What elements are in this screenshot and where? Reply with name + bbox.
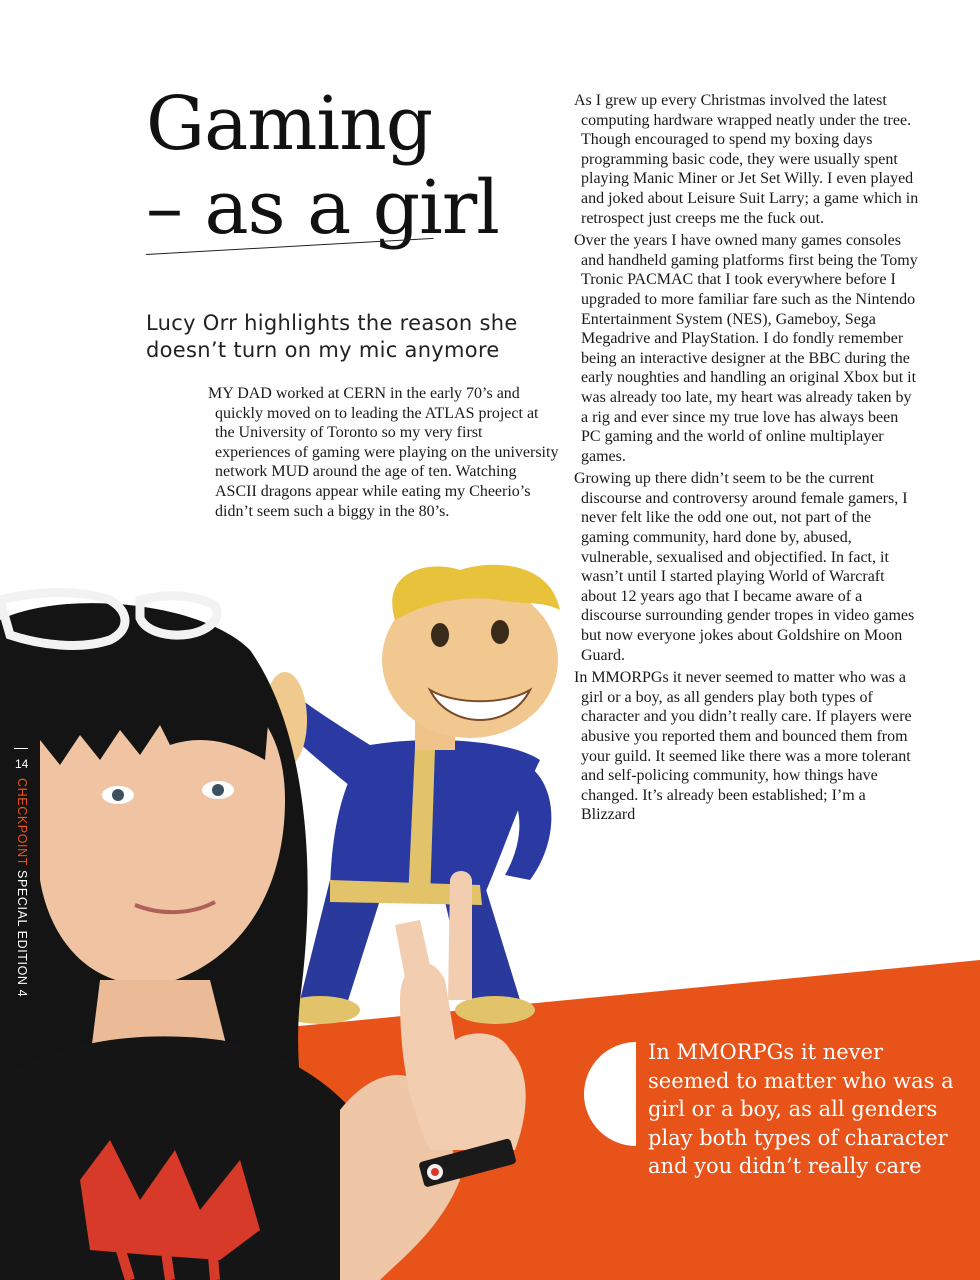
- folio-divider: [14, 748, 28, 749]
- pullquote: In MMORPGs it never seemed to matter who was a girl or a boy, as all genders play both types of character and you didn’t really care: [648, 1040, 954, 1179]
- body-paragraph: Over the years I have owned many games consoles and handheld gaming platforms first being the Tomy Tronic PACMAC that I took everywhere before I upgraded to more familiar fare such as the Nintendo Entertainment System (NES), Gameboy, Sega Megadrive and PlayStation. I do fondly remember being an interactive designer at the BBC during the early noughties and handling an original Xbox but it was already too late, my heart was already taken by a rig and ever since my true love has always been PC gaming and the world of online multiplayer games.: [574, 232, 918, 465]
- body-paragraph: As I grew up every Christmas involved the latest computing hardware wrapped neatly under the tree. Though encouraged to spend my boxing days programming basic code, they were usually spent playing Manic Miner or Jet Set Willy. I even played and joked about Leisure Suit Larry; a game which in retrospect just creeps me the fuck out.: [574, 92, 919, 227]
- page-number: 14: [15, 757, 29, 771]
- intro-paragraph: MY DAD worked at CERN in the early 70’s and quickly moved on to leading the ATLAS project at the University of Toronto so my very first experiences of gaming were playing on the university network MUD around the age of ten. Watching ASCII dragons appear while eating my Cheerio’s didn’t seem such a biggy in the 80’s.: [208, 385, 559, 520]
- body-paragraph: Growing up there didn’t seem to be the current discourse and controversy around female gamers, I never felt like the odd one out, not part of the gaming community, hard done by, abused, vulnerable, sexualised and objectified. In fact, it wasn’t until I started playing World of Warcraft about 12 years ago that I became aware of a discourse surrounding gender tropes in video games but now everyone jokes about Goldshire on Moon Guard.: [574, 470, 915, 664]
- folio-brand: CHECKPOINT: [15, 778, 29, 866]
- folio-label: [15, 778, 29, 997]
- standfirst: Lucy Orr highlights the reason she doesn’t turn on my mic anymore: [146, 311, 518, 362]
- title-line-2: – as a girl: [146, 165, 499, 251]
- folio-edition-number: 4: [15, 985, 29, 998]
- body-paragraph: In MMORPGs it never seemed to matter who was a girl or a boy, as all genders play both types of character and you didn’t really care. If players were abusive you reported them and bounced them from your guild. It seemed like there was a more tolerant and self-policing community, how things have changed. It’s already been established; I’m a Blizzard: [574, 669, 912, 824]
- pullquote-mark: [580, 1042, 640, 1146]
- article-title: [146, 82, 499, 250]
- body-column: [574, 91, 919, 828]
- title-line-1: Gaming: [146, 81, 433, 167]
- folio-edition: SPECIAL EDITION: [15, 865, 29, 986]
